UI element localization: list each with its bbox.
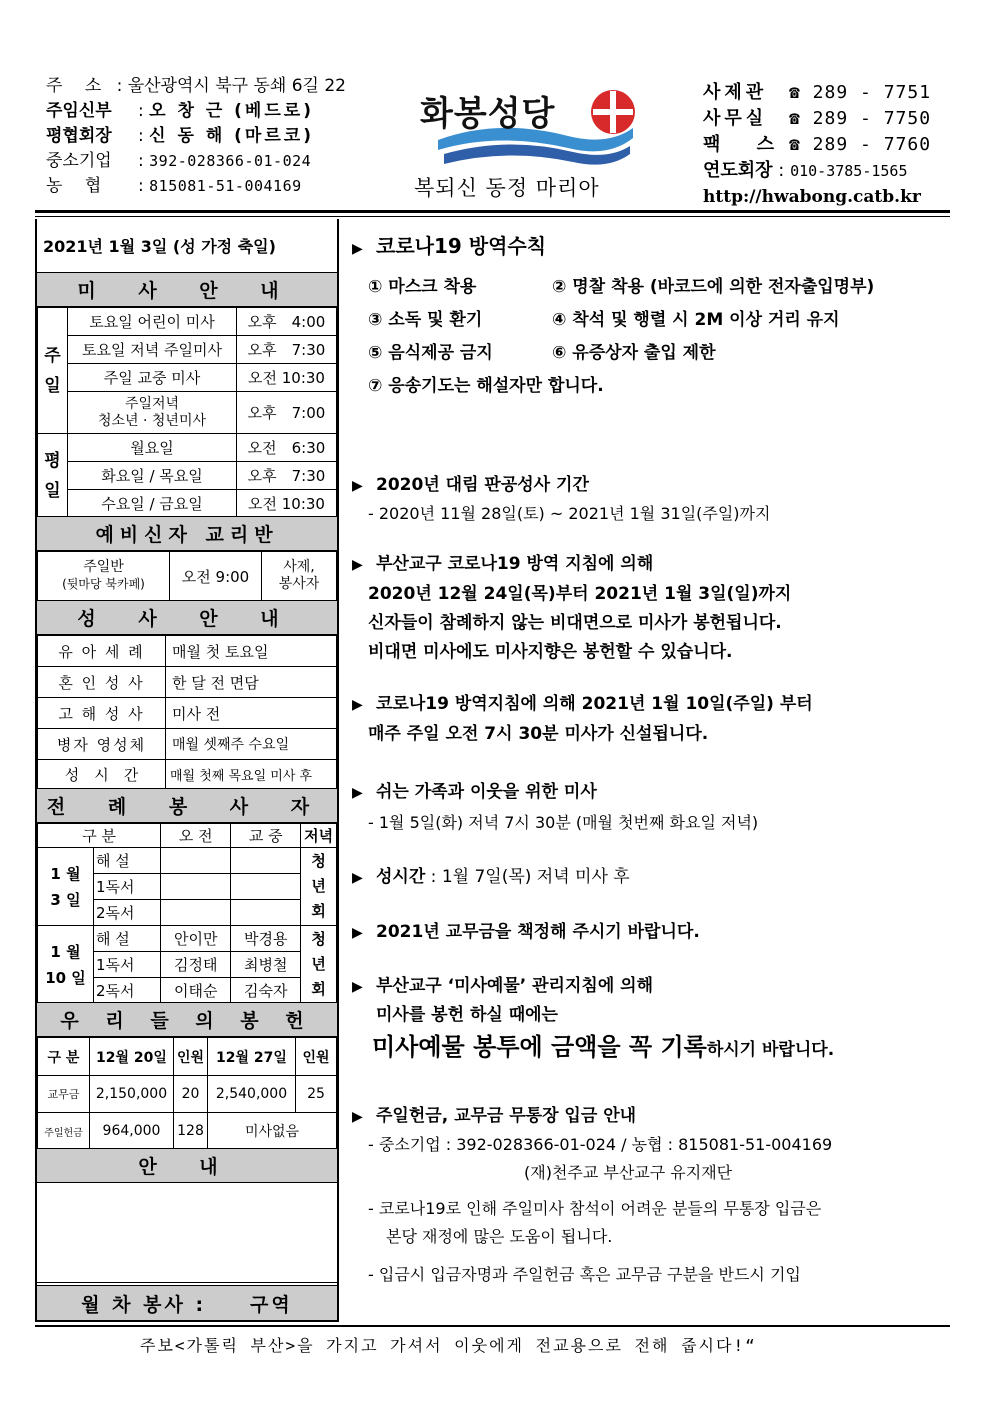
office-tel: ☎ 289 - 7750 bbox=[789, 108, 932, 129]
date-title-text: 2021년 1월 3일 (성 가정 축일) bbox=[43, 237, 276, 256]
liturgy-evening: 청 년 회 bbox=[301, 926, 337, 1004]
holy-hour-title: 성시간 bbox=[376, 867, 426, 887]
rest-mass-notice bbox=[352, 777, 942, 833]
sacraments-title-text: 성 사 안 내 bbox=[77, 608, 297, 630]
bank-note: 본당 재정에 많은 도움이 됩니다. bbox=[386, 1227, 613, 1246]
liturgy-am: 김정태 bbox=[161, 952, 231, 978]
mass-row-time: 오전 6:30 bbox=[237, 434, 337, 462]
catechumen-teacher: 사제, 봉사자 bbox=[262, 552, 337, 601]
liturgy-table bbox=[37, 823, 337, 1003]
mass-row-time: 오후 7:30 bbox=[237, 336, 337, 364]
catechumen-table bbox=[37, 551, 337, 601]
bank-detail: (재)천주교 부산교구 유지재단 bbox=[524, 1163, 733, 1182]
rule-item: ① 마스크 착용 bbox=[368, 277, 477, 297]
fax-tel: ☎ 289 - 7760 bbox=[789, 134, 932, 155]
church-logo bbox=[408, 78, 648, 198]
triangle-right-icon: ▶ bbox=[352, 785, 363, 801]
triangle-right-icon: ▶ bbox=[352, 241, 363, 257]
offering-section-title bbox=[37, 1003, 337, 1037]
busan-line: 2020년 12월 24일(목)부터 2021년 1월 3일(일)까지 bbox=[368, 584, 792, 604]
mass-offering-notice bbox=[352, 972, 942, 1064]
offering-d2: 미사없음 bbox=[208, 1113, 337, 1150]
liturgy-title-text: 전 례 봉 사 자 bbox=[46, 796, 328, 818]
rectory-label: 사제관 bbox=[703, 82, 768, 103]
offering-n2: 25 bbox=[296, 1076, 337, 1113]
sacrament-name: 고 해 성 사 bbox=[38, 698, 166, 729]
triangle-right-icon: ▶ bbox=[352, 870, 363, 886]
covid-rules bbox=[368, 272, 958, 404]
priest-name: 오 창 근 (베드로) bbox=[149, 101, 314, 121]
offering-d1: 2,150,000 bbox=[90, 1076, 174, 1113]
liturgy-main bbox=[231, 848, 301, 874]
liturgy-evening: 청 년 회 bbox=[301, 848, 337, 926]
sacraments-table bbox=[37, 635, 337, 789]
holy-hour-detail: : 1월 7일(목) 저녁 미사 후 bbox=[425, 867, 630, 887]
catechumen-class: 주일반 (뒷마당 북카페) bbox=[38, 552, 170, 601]
bank-title: 주일헌금, 교무금 무통장 입금 안내 bbox=[376, 1106, 637, 1126]
sacrament-info: 매월 셋째주 수요일 bbox=[166, 729, 337, 760]
liturgy-role: 1독서 bbox=[94, 952, 161, 978]
notice-title-text: 안 내 bbox=[138, 1156, 236, 1178]
offering-table bbox=[37, 1037, 337, 1149]
address: 울산광역시 북구 동쇄 6길 22 bbox=[127, 76, 346, 96]
rule-item: ② 명찰 착용 (바코드에 의한 전자출입명부) bbox=[552, 277, 875, 297]
mass-table bbox=[37, 307, 337, 517]
church-url[interactable]: http://hwabong.catb.kr bbox=[703, 187, 921, 207]
offering-title-text: 우 리 들 의 봉 헌 bbox=[60, 1010, 314, 1032]
header-info: 주 소 : 울산광역시 북구 동쇄 6길 22 주임신부 : 오 창 근 (베드로) 평협회장 : 신 동 해 (마르코) 중소기업 : 392-028366-01-024 농 협 : 815081-51-004169 bbox=[46, 74, 346, 199]
bank1-label: 중소기업 bbox=[46, 151, 112, 171]
mass-row-time: 오후 7:00 bbox=[237, 392, 337, 434]
liturgy-section-title bbox=[37, 789, 337, 823]
bank-detail: - 중소기업 : 392-028366-01-024 / 농협 : 815081-51-004169 bbox=[368, 1135, 833, 1154]
notice-section-title bbox=[37, 1149, 337, 1183]
liturgy-role: 해 설 bbox=[94, 848, 161, 874]
contact-info: 사제관 ☎ 289 - 7751 사무실 ☎ 289 - 7750 팩 스 ☎ 289 - 7760 연도회장 : 010-3785-1565 http://hwabong.catb.kr bbox=[703, 82, 932, 207]
rest-title: 쉬는 가족과 이웃을 위한 미사 bbox=[376, 782, 597, 802]
sacrament-name: 성 시 간 bbox=[38, 760, 166, 790]
bank-note: - 입금시 입금자명과 주일헌금 혹은 교무금 구분을 반드시 기입 bbox=[368, 1265, 801, 1284]
sacraments-section-title bbox=[37, 601, 337, 635]
liturgy-role: 2독서 bbox=[94, 978, 161, 1004]
offering-n1: 128 bbox=[174, 1113, 208, 1150]
monthly-service-text: 월 차 봉사 : 구역 bbox=[81, 1293, 293, 1316]
catechumen-time: 오전 9:00 bbox=[170, 552, 262, 601]
mass-title-text: 미 사 안 내 bbox=[77, 280, 297, 302]
liturgy-date: 1 월 3 일 bbox=[38, 848, 94, 926]
bank1-account: 392-028366-01-024 bbox=[149, 152, 312, 170]
rest-detail: - 1월 5일(화) 저녁 7시 30분 (매월 첫번째 화요일 저녁) bbox=[368, 813, 759, 832]
liturgy-role: 2독서 bbox=[94, 900, 161, 926]
liturgy-am bbox=[161, 874, 231, 900]
sacrament-info: 한 달 전 면담 bbox=[166, 667, 337, 698]
liturgy-header: 저녁 bbox=[301, 824, 337, 848]
offering-d1: 964,000 bbox=[90, 1113, 174, 1150]
offering-header: 12월 27일 bbox=[208, 1038, 296, 1076]
new-mass-notice bbox=[352, 690, 942, 749]
mass-row-name: 토요일 저녁 주일미사 bbox=[68, 336, 237, 364]
liturgy-main bbox=[231, 900, 301, 926]
rule-item: ⑤ 음식제공 금지 bbox=[368, 343, 493, 363]
notice-box bbox=[37, 1183, 337, 1283]
triangle-right-icon: ▶ bbox=[352, 697, 363, 713]
liturgy-role: 해 설 bbox=[94, 926, 161, 952]
mass-row-time: 오전 10:30 bbox=[237, 364, 337, 392]
weekday-label: 평일 bbox=[38, 434, 68, 518]
busan-line: 비대면 미사에도 미사지향은 봉헌할 수 있습니다. bbox=[368, 642, 733, 662]
mass-row-name: 화요일 / 목요일 bbox=[68, 462, 237, 490]
monthly-service bbox=[37, 1285, 337, 1320]
triangle-right-icon: ▶ bbox=[352, 1109, 363, 1125]
new-mass-line: 코로나19 방역지침에 의해 2021년 1월 10일(주일) 부터 bbox=[376, 694, 813, 714]
liturgy-header: 교 중 bbox=[231, 824, 301, 848]
new-mass-line: 매주 주일 오전 7시 30분 미사가 신설됩니다. bbox=[368, 724, 709, 744]
youth-label: 연도회장 bbox=[703, 160, 773, 181]
mass-section-title bbox=[37, 273, 337, 307]
offering-n1: 20 bbox=[174, 1076, 208, 1113]
catechumen-title-text: 예비신자 교리반 bbox=[95, 524, 279, 546]
council-label: 평협회장 bbox=[46, 126, 112, 146]
triangle-right-icon: ▶ bbox=[352, 979, 363, 995]
holy-hour-notice bbox=[352, 862, 942, 887]
office-label: 사무실 bbox=[703, 108, 768, 129]
sacrament-name: 병자 영성체 bbox=[38, 729, 166, 760]
mass-offering-line: 하시기 바랍니다. bbox=[706, 1040, 835, 1060]
sacrament-info: 매월 첫 토요일 bbox=[166, 636, 337, 667]
liturgy-main: 김숙자 bbox=[231, 978, 301, 1004]
liturgy-main: 박경용 bbox=[231, 926, 301, 952]
liturgy-main: 최병철 bbox=[231, 952, 301, 978]
liturgy-date: 1 월 10 일 bbox=[38, 926, 94, 1004]
church-name: 화봉성당 bbox=[420, 94, 556, 134]
mass-row-name: 주일저녁 청소년 · 청년미사 bbox=[68, 392, 237, 434]
mass-row-time: 오후 4:00 bbox=[237, 308, 337, 336]
footer-divider bbox=[35, 1325, 950, 1327]
offering-header: 12월 20일 bbox=[90, 1038, 174, 1076]
bank2-label: 농 협 bbox=[46, 176, 102, 196]
advent-detail: - 2020년 11월 28일(토) ~ 2021년 1월 31일(주일)까지 bbox=[368, 504, 771, 523]
mass-row-name: 월요일 bbox=[68, 434, 237, 462]
liturgy-am: 이태순 bbox=[161, 978, 231, 1004]
busan-notice bbox=[352, 550, 942, 667]
fax-label: 팩 스 bbox=[703, 134, 779, 155]
bank2-account: 815081-51-004169 bbox=[149, 177, 302, 195]
liturgy-am bbox=[161, 848, 231, 874]
youth-tel: 010-3785-1565 bbox=[790, 162, 908, 180]
offering-label: 교무금 bbox=[38, 1076, 90, 1113]
catechumen-section-title bbox=[37, 517, 337, 551]
dues-text: 2021년 교무금을 책정해 주시기 바랍니다. bbox=[376, 922, 700, 942]
rule-item: ⑥ 유증상자 출입 제한 bbox=[552, 343, 716, 363]
sacrament-name: 유 아 세 례 bbox=[38, 636, 166, 667]
mass-row-time: 오후 7:30 bbox=[237, 462, 337, 490]
sacrament-name: 혼 인 성 사 bbox=[38, 667, 166, 698]
bank-notice bbox=[352, 1102, 942, 1289]
rule-item: ④ 착석 및 행렬 시 2M 이상 거리 유지 bbox=[552, 310, 840, 330]
triangle-right-icon: ▶ bbox=[352, 557, 363, 573]
busan-line: 부산교구 코로나19 방역 지침에 의해 bbox=[376, 554, 654, 574]
triangle-right-icon: ▶ bbox=[352, 925, 363, 941]
mass-offering-line: 미사를 봉헌 하실 때에는 bbox=[376, 1005, 558, 1025]
mass-row-name: 수요일 / 금요일 bbox=[68, 490, 237, 518]
covid-title bbox=[352, 230, 942, 259]
triangle-right-icon: ▶ bbox=[352, 478, 363, 494]
sacrament-info: 매월 첫째 목요일 미사 후 bbox=[166, 760, 337, 790]
liturgy-main bbox=[231, 874, 301, 900]
offering-header: 인원 bbox=[296, 1038, 337, 1076]
dues-notice bbox=[352, 917, 942, 942]
council-name: 신 동 해 (마르코) bbox=[149, 126, 314, 146]
covid-title-text: 코로나19 방역수칙 bbox=[376, 234, 547, 258]
date-title bbox=[37, 219, 337, 273]
mass-offering-line: 부산교구 ‘미사예물’ 관리지침에 의해 bbox=[376, 976, 654, 996]
footer-text: 주보<가톨릭 부산>을 가지고 가셔서 이웃에게 전교용으로 전해 줍시다!“ bbox=[140, 1336, 757, 1355]
mass-row-time: 오전 10:30 bbox=[237, 490, 337, 518]
address-label: 주 소 bbox=[46, 76, 102, 96]
rule-item: ③ 소독 및 환기 bbox=[368, 310, 483, 330]
advent-title: 2020년 대림 판공성사 기간 bbox=[376, 475, 589, 495]
offering-header: 인원 bbox=[174, 1038, 208, 1076]
bank-note: - 코로나19로 인해 주일미사 참석이 어려운 분들의 무통장 입금은 bbox=[368, 1199, 822, 1218]
rule-item: ⑦ 응송기도는 해설자만 합니다. bbox=[368, 376, 604, 396]
liturgy-role: 1독서 bbox=[94, 874, 161, 900]
advent-notice bbox=[352, 470, 942, 524]
left-column bbox=[35, 219, 339, 1322]
mass-row-name: 주일 교중 미사 bbox=[68, 364, 237, 392]
busan-line: 신자들이 참례하지 않는 비대면으로 미사가 봉헌됩니다. bbox=[368, 613, 782, 633]
offering-d2: 2,540,000 bbox=[208, 1076, 296, 1113]
offering-header: 구 분 bbox=[38, 1038, 90, 1076]
liturgy-header: 구 분 bbox=[38, 824, 161, 848]
liturgy-header: 오 전 bbox=[161, 824, 231, 848]
offering-label: 주일헌금 bbox=[38, 1113, 90, 1150]
mass-offering-emphasis: 미사예물 봉투에 금액을 꼭 기록 bbox=[372, 1032, 707, 1061]
sunday-label: 주일 bbox=[38, 308, 68, 434]
rectory-tel: ☎ 289 - 7751 bbox=[789, 82, 932, 103]
sacrament-info: 미사 전 bbox=[166, 698, 337, 729]
patron-saint: 복되신 동정 마리아 bbox=[414, 176, 600, 200]
liturgy-am bbox=[161, 900, 231, 926]
priest-label: 주임신부 bbox=[46, 101, 112, 121]
liturgy-am: 안이만 bbox=[161, 926, 231, 952]
header-divider-thin bbox=[35, 216, 950, 217]
mass-row-name: 토요일 어린이 미사 bbox=[68, 308, 237, 336]
header-divider bbox=[35, 210, 950, 213]
